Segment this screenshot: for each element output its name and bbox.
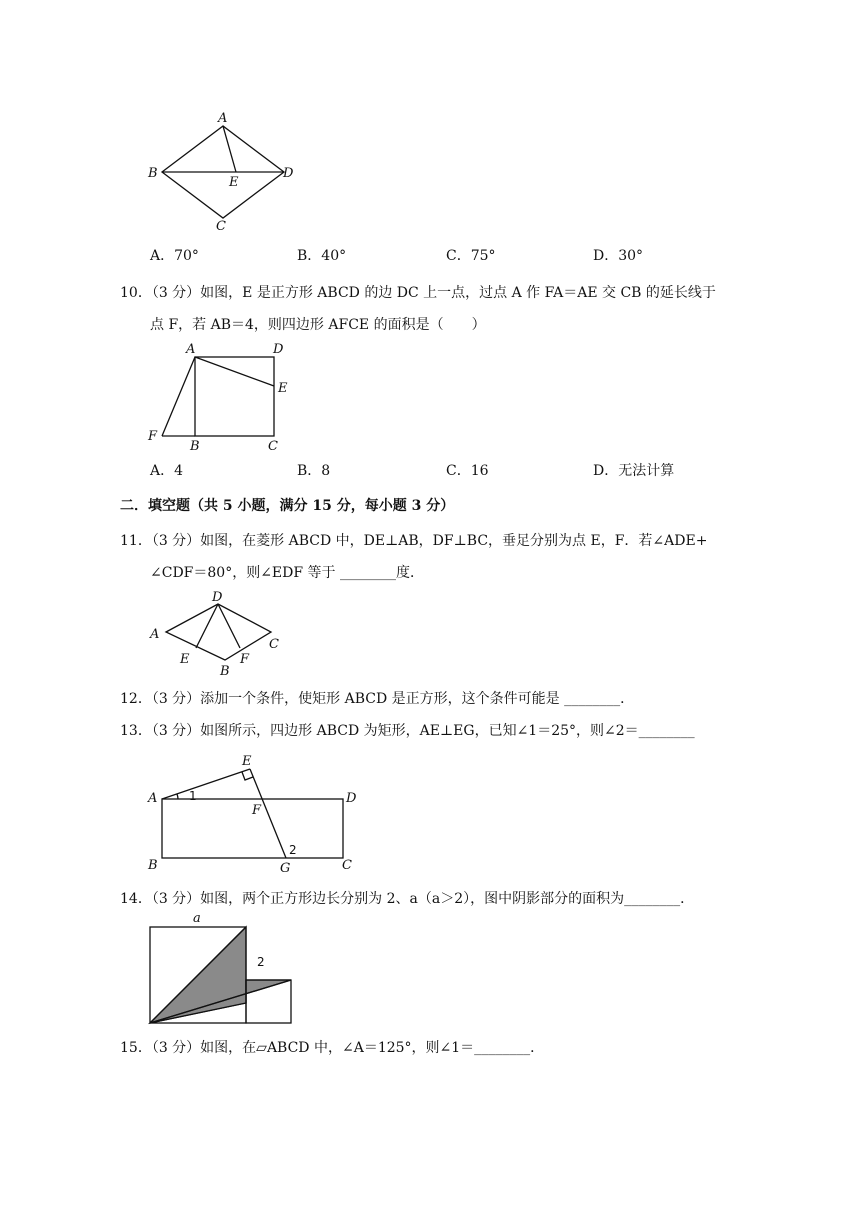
q13-label-b: B [148,858,158,873]
q9-option-c[interactable]: C．75° [446,248,496,264]
q13-label-d: D [346,791,357,806]
section-title: 二．填空题（共 5 小题，满分 15 分，每小题 3 分） [120,498,455,514]
q9-option-d[interactable]: D．30° [593,248,644,264]
q10-label-d: D [273,342,284,357]
q14-label-two: 2 [257,955,265,969]
q10-option-d[interactable]: D．无法计算 [593,463,675,479]
q14-label-a: a [193,911,201,926]
q9-label-d: D [283,166,294,181]
q13-label-a: A [148,791,158,806]
q11-label-d: D [212,590,223,605]
q9-label-e: E [229,175,239,190]
q11-label-f: F [240,652,250,667]
q9-label-c: C [216,219,226,234]
q10-option-c[interactable]: C．16 [446,463,489,479]
q10-label-a: A [186,342,196,357]
q10-line2: 点 F，若 AB＝4，则四边形 AFCE 的面积是（ ） [150,317,486,333]
q13-label-c: C [342,858,352,873]
q13-label-g: G [280,861,291,876]
q9-option-a[interactable]: A．70° [150,248,199,264]
q11-line2: ∠CDF＝80°，则∠EDF 等于 ________度． [150,565,424,581]
q10-label-f: F [148,429,158,444]
q13-label-e: E [242,754,252,769]
q10-line1: 10．（3 分）如图，E 是正方形 ABCD 的边 DC 上一点，过点 A 作 FA＝AE 交 CB 的延长线于 [120,285,716,301]
q11-line1: 11．（3 分）如图，在菱形 ABCD 中，DE⊥AB，DF⊥BC，垂足分别为点 E，F．若∠ADE+ [120,533,708,549]
q9-label-a: A [218,111,228,126]
q12-line1: 12．（3 分）添加一个条件，使矩形 ABCD 是正方形，这个条件可能是 ________． [120,691,635,707]
q13-label-f: F [252,803,262,818]
q13-line1: 13．（3 分）如图所示，四边形 ABCD 为矩形，AE⊥EG，已知∠1＝25°，则∠2＝________ [120,723,695,739]
q9-label-b: B [148,166,158,181]
q11-label-a: A [150,627,160,642]
q11-label-e: E [180,652,190,667]
q11-label-c: C [269,637,279,652]
q13-label-one: 1 [189,789,197,803]
q9-option-b[interactable]: B．40° [297,248,347,264]
q11-label-b: B [220,664,230,679]
q15-line1: 15．（3 分）如图，在▱ABCD 中，∠A＝125°，则∠1＝________． [120,1040,545,1056]
q13-label-two: 2 [289,843,297,857]
q14-line1: 14．（3 分）如图，两个正方形边长分别为 2、a（a＞2），图中阴影部分的面积为________． [120,891,695,907]
q10-label-e: E [278,381,288,396]
q10-label-b: B [190,439,200,454]
q10-option-a[interactable]: A．4 [150,463,184,479]
q10-option-b[interactable]: B．8 [297,463,331,479]
q10-label-c: C [268,439,278,454]
